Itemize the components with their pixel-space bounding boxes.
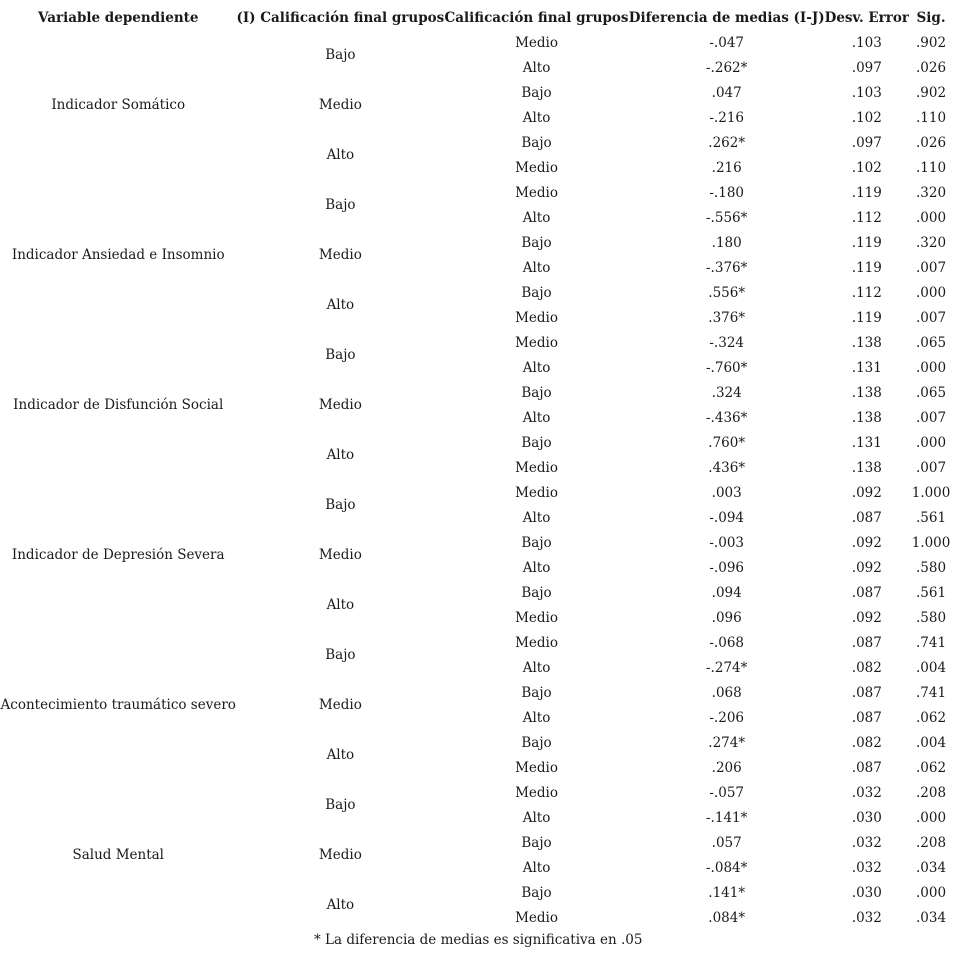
header-std-error: Desv. Error [824, 9, 910, 26]
table-row [0, 480, 953, 505]
mean-difference-cell: .047 [711, 84, 742, 101]
significance-cell: .000 [915, 359, 947, 376]
std-error-cell: .131 [851, 359, 882, 376]
mean-difference-cell: .216 [711, 159, 742, 176]
group-j-cell: Alto [522, 859, 551, 876]
group-i-cell: Medio [318, 547, 362, 563]
mean-difference-cell: -.180 [709, 184, 744, 201]
std-error-cell: .138 [851, 409, 882, 426]
group-j-cell: Medio [515, 634, 558, 651]
significance-cell: .208 [915, 834, 947, 851]
mean-difference-cell: .262* [708, 134, 746, 151]
std-error-cell: .097 [851, 59, 882, 76]
significance-cell: .007 [915, 409, 947, 426]
mean-difference-cell: -.206 [709, 709, 744, 726]
significance-cell: .062 [915, 709, 947, 726]
table-row [0, 780, 953, 805]
significance-cell: .000 [915, 884, 947, 901]
group-i-cell: Bajo [325, 497, 356, 513]
header-significance: Sig. [916, 9, 946, 26]
group-j-cell: Medio [515, 459, 558, 476]
significance-cell: .580 [915, 559, 947, 576]
group-j-cell: Medio [515, 34, 558, 51]
significance-cell: .007 [915, 309, 947, 326]
mean-difference-cell: .760* [708, 434, 746, 451]
group-j-cell: Alto [522, 509, 551, 526]
group-i-cell: Bajo [325, 647, 356, 663]
table-row [0, 180, 953, 205]
std-error-cell: .087 [851, 634, 882, 651]
significance-cell: .004 [915, 659, 947, 676]
group-j-cell: Alto [522, 559, 551, 576]
group-i-cell: Alto [326, 147, 355, 163]
significance-cell: .034 [915, 909, 947, 926]
mean-difference-cell: .206 [711, 759, 742, 776]
group-i-cell: Alto [326, 597, 355, 613]
group-i-cell: Medio [318, 847, 362, 863]
mean-difference-cell: .003 [711, 484, 742, 501]
variable-cell: Acontecimiento traumático severo [0, 697, 236, 713]
significance-cell: .026 [915, 134, 947, 151]
significance-cell: .000 [915, 809, 947, 826]
mean-difference-cell: -.436* [706, 409, 748, 426]
mean-difference-cell: -.094 [709, 509, 744, 526]
group-j-cell: Alto [522, 259, 551, 276]
std-error-cell: .119 [851, 259, 882, 276]
mean-difference-cell: .376* [708, 309, 746, 326]
std-error-cell: .030 [851, 809, 882, 826]
group-j-cell: Bajo [521, 734, 552, 751]
group-j-cell: Alto [522, 409, 551, 426]
header-mean-difference: Diferencia de medias (I-J) [628, 9, 825, 26]
std-error-cell: .092 [851, 534, 882, 551]
significance-cell: .007 [915, 459, 947, 476]
significance-cell: .561 [915, 584, 947, 601]
header-group-i: (I) Calificación final grupos [236, 9, 445, 26]
group-j-cell: Medio [515, 334, 558, 351]
mean-difference-cell: -.084* [706, 859, 748, 876]
group-i-cell: Medio [318, 697, 362, 713]
std-error-cell: .032 [851, 859, 882, 876]
std-error-cell: .119 [851, 309, 882, 326]
significance-cell: .026 [915, 59, 947, 76]
header-row [0, 5, 953, 30]
mean-difference-cell: -.556* [706, 209, 748, 226]
mean-difference-cell: -.376* [706, 259, 748, 276]
table-row [0, 30, 953, 55]
group-j-cell: Medio [515, 909, 558, 926]
group-i-cell: Medio [318, 97, 362, 113]
mean-difference-cell: .324 [711, 384, 742, 401]
std-error-cell: .119 [851, 234, 882, 251]
group-i-cell: Bajo [325, 47, 356, 63]
std-error-cell: .138 [851, 384, 882, 401]
group-j-cell: Medio [515, 609, 558, 626]
group-j-cell: Medio [515, 159, 558, 176]
std-error-cell: .087 [851, 509, 882, 526]
mean-difference-cell: -.057 [709, 784, 744, 801]
variable-cell: Indicador de Depresión Severa [11, 547, 225, 563]
significance-cell: .000 [915, 209, 947, 226]
significance-footnote: * La diferencia de medias es significativa en .05 [314, 932, 643, 948]
mean-difference-cell: .068 [711, 684, 742, 701]
group-i-cell: Bajo [325, 197, 356, 213]
group-i-cell: Alto [326, 447, 355, 463]
significance-cell: .320 [915, 234, 947, 251]
table-body [0, 30, 953, 930]
significance-cell: .208 [915, 784, 947, 801]
mean-difference-cell: .141* [708, 884, 746, 901]
mean-difference-cell: .084* [708, 909, 746, 926]
mean-difference-cell: .096 [711, 609, 742, 626]
significance-cell: .110 [915, 109, 947, 126]
mean-difference-cell: -.003 [709, 534, 744, 551]
mean-difference-cell: .274* [708, 734, 746, 751]
significance-cell: .065 [915, 334, 947, 351]
group-i-cell: Alto [326, 747, 355, 763]
significance-cell: .004 [915, 734, 947, 751]
significance-cell: .320 [915, 184, 947, 201]
significance-cell: 1.000 [911, 534, 951, 551]
std-error-cell: .087 [851, 584, 882, 601]
mean-difference-cell: .436* [708, 459, 746, 476]
std-error-cell: .103 [851, 34, 882, 51]
mean-difference-cell: -.096 [709, 559, 744, 576]
std-error-cell: .103 [851, 84, 882, 101]
mean-difference-cell: -.216 [709, 109, 744, 126]
group-j-cell: Bajo [521, 234, 552, 251]
group-i-cell: Medio [318, 247, 362, 263]
std-error-cell: .032 [851, 834, 882, 851]
significance-cell: .000 [915, 284, 947, 301]
variable-cell: Indicador de Disfunción Social [13, 397, 224, 413]
group-j-cell: Alto [522, 809, 551, 826]
group-j-cell: Bajo [521, 584, 552, 601]
std-error-cell: .087 [851, 684, 882, 701]
significance-cell: .062 [915, 759, 947, 776]
significance-cell: 1.000 [911, 484, 951, 501]
mean-difference-cell: -.047 [709, 34, 744, 51]
mean-difference-cell: -.068 [709, 634, 744, 651]
significance-cell: .034 [915, 859, 947, 876]
mean-difference-cell: .180 [711, 234, 742, 251]
std-error-cell: .032 [851, 909, 882, 926]
std-error-cell: .082 [851, 659, 882, 676]
group-j-cell: Bajo [521, 884, 552, 901]
significance-cell: .065 [915, 384, 947, 401]
group-j-cell: Medio [515, 484, 558, 501]
std-error-cell: .092 [851, 559, 882, 576]
group-j-cell: Bajo [521, 434, 552, 451]
group-i-cell: Medio [318, 397, 362, 413]
std-error-cell: .112 [851, 209, 882, 226]
std-error-cell: .092 [851, 484, 882, 501]
group-i-cell: Alto [326, 297, 355, 313]
mean-difference-cell: -.274* [706, 659, 748, 676]
mean-difference-cell: -.262* [706, 59, 748, 76]
group-i-cell: Bajo [325, 347, 356, 363]
std-error-cell: .102 [851, 109, 882, 126]
group-j-cell: Medio [515, 309, 558, 326]
mean-difference-cell: -.141* [706, 809, 748, 826]
table-row [0, 330, 953, 355]
group-j-cell: Alto [522, 109, 551, 126]
std-error-cell: .102 [851, 159, 882, 176]
group-j-cell: Bajo [521, 284, 552, 301]
group-j-cell: Medio [515, 784, 558, 801]
group-j-cell: Alto [522, 659, 551, 676]
significance-cell: .902 [915, 84, 947, 101]
group-i-cell: Bajo [325, 797, 356, 813]
mean-difference-cell: -.760* [706, 359, 748, 376]
significance-cell: .110 [915, 159, 947, 176]
std-error-cell: .032 [851, 784, 882, 801]
significance-cell: .580 [915, 609, 947, 626]
group-j-cell: Bajo [521, 84, 552, 101]
mean-difference-cell: .556* [708, 284, 746, 301]
std-error-cell: .119 [851, 184, 882, 201]
header-group-j: Calificación final grupos [444, 9, 629, 26]
mean-difference-cell: .094 [711, 584, 742, 601]
std-error-cell: .030 [851, 884, 882, 901]
variable-cell: Indicador Ansiedad e Insomnio [11, 247, 225, 263]
group-i-cell: Alto [326, 897, 355, 913]
mean-difference-cell: -.324 [709, 334, 744, 351]
significance-cell: .007 [915, 259, 947, 276]
group-j-cell: Bajo [521, 534, 552, 551]
header-variable: Variable dependiente [37, 9, 199, 26]
significance-cell: .902 [915, 34, 947, 51]
group-j-cell: Bajo [521, 684, 552, 701]
group-j-cell: Alto [522, 359, 551, 376]
group-j-cell: Bajo [521, 134, 552, 151]
post-hoc-comparison-table [0, 5, 953, 930]
group-j-cell: Medio [515, 184, 558, 201]
group-j-cell: Alto [522, 209, 551, 226]
std-error-cell: .092 [851, 609, 882, 626]
table-row [0, 630, 953, 655]
group-j-cell: Alto [522, 59, 551, 76]
std-error-cell: .138 [851, 334, 882, 351]
std-error-cell: .087 [851, 759, 882, 776]
significance-cell: .741 [915, 684, 947, 701]
std-error-cell: .112 [851, 284, 882, 301]
significance-cell: .000 [915, 434, 947, 451]
std-error-cell: .131 [851, 434, 882, 451]
std-error-cell: .082 [851, 734, 882, 751]
group-j-cell: Alto [522, 709, 551, 726]
mean-difference-cell: .057 [711, 834, 742, 851]
std-error-cell: .138 [851, 459, 882, 476]
std-error-cell: .097 [851, 134, 882, 151]
group-j-cell: Bajo [521, 384, 552, 401]
std-error-cell: .087 [851, 709, 882, 726]
variable-cell: Indicador Somático [51, 97, 186, 113]
group-j-cell: Medio [515, 759, 558, 776]
significance-cell: .741 [915, 634, 947, 651]
group-j-cell: Bajo [521, 834, 552, 851]
significance-cell: .561 [915, 509, 947, 526]
variable-cell: Salud Mental [72, 847, 164, 863]
